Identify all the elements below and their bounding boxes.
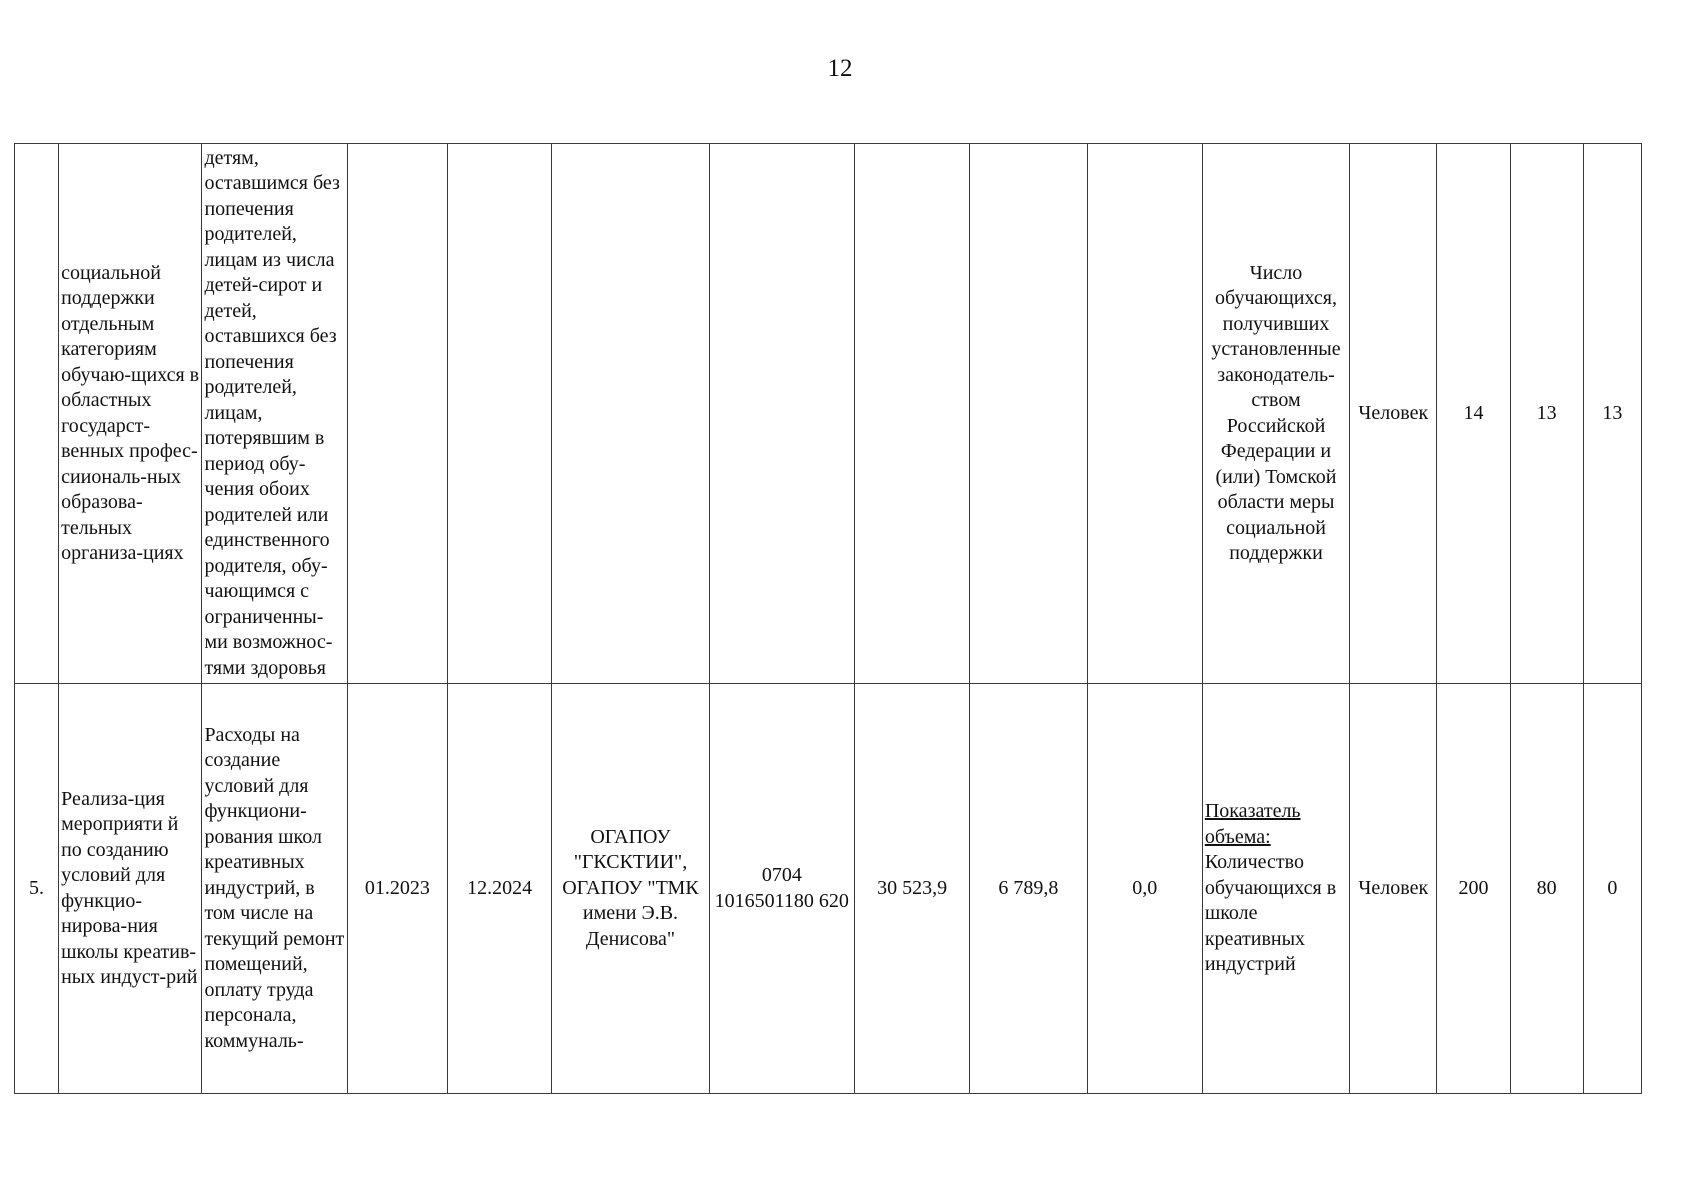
- program-activities-table: [14, 143, 1642, 1094]
- cell-amount-3: 0,0: [1087, 684, 1202, 1094]
- cell-value-1: 200: [1437, 684, 1510, 1094]
- cell-activity-name: Реализа-ция мероприяти й по созданию условий для функцио-нирова-ния школы креатив-ных индуст-рий: [59, 684, 202, 1094]
- cell-value-1: 14: [1437, 144, 1510, 684]
- cell-activity-description: [202, 684, 347, 1094]
- cell-unit: Человек: [1350, 144, 1437, 684]
- cell-number: 5.: [15, 684, 59, 1094]
- cell-end-date: [448, 144, 552, 684]
- cell-executor: [552, 144, 709, 684]
- cell-start-date: 01.2023: [347, 684, 447, 1094]
- cell-amount-1: [854, 144, 969, 684]
- cell-amount-2: 6 789,8: [970, 684, 1087, 1094]
- cell-amount-3: [1087, 144, 1202, 684]
- table-row: [15, 144, 1642, 684]
- table-row: [15, 684, 1642, 1094]
- cell-number: [15, 144, 59, 684]
- cell-indicator: [1202, 684, 1349, 1094]
- activity-description-text: Расходы на создание условий для функциони-рования школ креативных индустрий, в том числе на текущий ремонт помещений, оплату труда персонала, коммуналь-: [204, 723, 345, 1052]
- cell-activity-name: социальной поддержки отдельным категориям обучаю-щихся в областных государст-венных профес-сииональ-ных образова-тельных организа-циях: [59, 144, 202, 684]
- cell-executor: ОГАПОУ "ГКСКТИИ", ОГАПОУ "ТМК имени Э.В. Денисова": [552, 684, 709, 1094]
- cell-value-2: 80: [1510, 684, 1583, 1094]
- page-number: 12: [827, 55, 853, 82]
- cell-amount-1: 30 523,9: [854, 684, 969, 1094]
- cell-amount-2: [970, 144, 1087, 684]
- cell-start-date: [347, 144, 447, 684]
- cell-indicator: Число обучающихся, получивших установленные законодатель-ством Российской Федерации и (или) Томской области меры социальной поддержки: [1202, 144, 1349, 684]
- cell-end-date: 12.2024: [448, 684, 552, 1094]
- cell-unit: Человек: [1350, 684, 1437, 1094]
- cell-budget-code: 0704 1016501180 620: [709, 684, 854, 1094]
- indicator-title: Показатель объема:: [1204, 800, 1301, 848]
- cell-activity-description: детям, оставшимся без попечения родителей, лицам из числа детей-сирот и детей, оставшихся без попечения родителей, лицам, потерявшим в период обу-чения обоих родителей или единственного родителя, обу-чающимся с ограниченны-ми возможнос-тями здоровья: [202, 144, 347, 684]
- cell-value-2: 13: [1510, 144, 1583, 684]
- cell-value-3: 13: [1583, 144, 1641, 684]
- cell-budget-code: [709, 144, 854, 684]
- indicator-text: Количество обучающихся в школе креативных индустрий: [1204, 851, 1337, 976]
- cell-value-3: 0: [1583, 684, 1641, 1094]
